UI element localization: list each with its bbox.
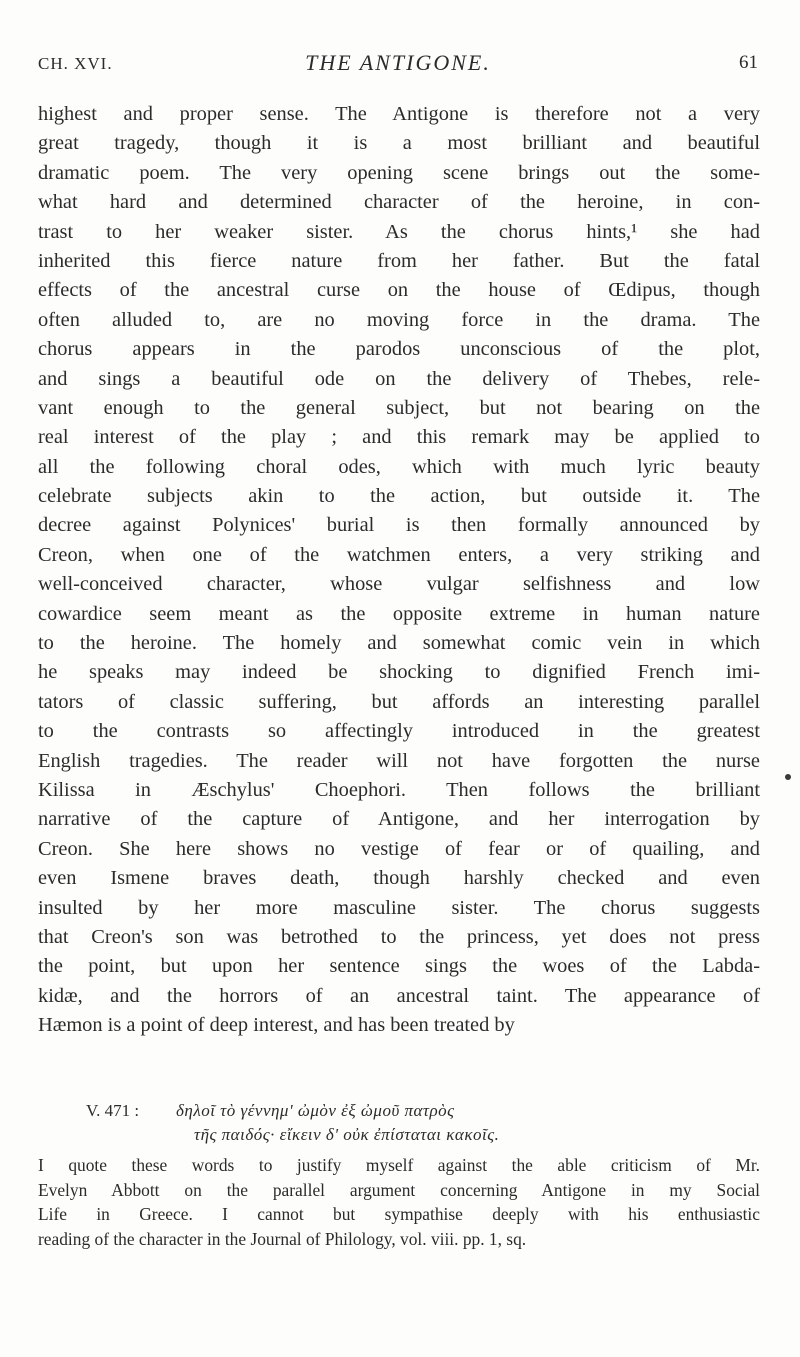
chapter-label: CH. XVI.: [38, 54, 113, 73]
footnote-line: reading of the character in the Journal of Philology, vol. viii. pp. 1, sq.: [38, 1228, 527, 1249]
text-line: Creon, when one of the watchmen enters, a very striking and: [38, 543, 760, 566]
margin-dot: [785, 774, 791, 780]
text-line: cowardice seem meant as the opposite extreme in human nature: [38, 602, 760, 625]
text-line: that Creon's son was betrothed to the princess, yet does not press: [38, 925, 760, 948]
text-line: all the following choral odes, which with much lyric beauty: [38, 455, 760, 478]
footnote-line: Evelyn Abbott on the parallel argument concerning Antigone in my Social: [38, 1179, 760, 1200]
text-line: trast to her weaker sister. As the chorus hints,¹ she had: [38, 220, 760, 243]
text-line: Hæmon is a point of deep interest, and has been treated by: [38, 1014, 515, 1037]
text-line: celebrate subjects akin to the action, but outside it. The: [38, 485, 760, 508]
text-line: the point, but upon her sentence sings the woes of the Labda-: [38, 955, 760, 978]
text-line: Creon. She here shows no vestige of fear or of quailing, and: [38, 837, 760, 860]
text-line: and sings a beautiful ode on the delivery of Thebes, rele-: [38, 367, 760, 390]
page-title: THE ANTIGONE.: [305, 50, 491, 75]
text-line: to the heroine. The homely and somewhat comic vein in which: [38, 632, 760, 655]
text-line: he speaks may indeed be shocking to dignified French imi-: [38, 661, 760, 684]
main-text: [38, 100, 760, 1041]
greek-quote-line: τῆς παιδός· εἴκειν δ' οὐκ ἐπίσταται κακοῖς.: [194, 1125, 500, 1144]
footnote-line: Life in Greece. I cannot but sympathise deeply with his enthusiastic: [38, 1204, 760, 1224]
text-line: Kilissa in Æschylus' Choephori. Then follows the brilliant: [38, 778, 760, 801]
text-line: to the contrasts so affectingly introduced in the greatest: [38, 720, 760, 743]
page-number: 61: [739, 52, 758, 73]
text-line: vant enough to the general subject, but not bearing on the: [38, 396, 760, 419]
text-line: tators of classic suffering, but affords an interesting parallel: [38, 690, 760, 713]
text-line: insulted by her more masculine sister. The chorus suggests: [38, 896, 760, 919]
greek-quote-line: δηλοῖ τὸ γέννημ' ὠμὸν ἐξ ὠμοῦ πατρὸς: [176, 1101, 455, 1120]
text-line: even Ismene braves death, though harshly checked and even: [38, 867, 760, 890]
text-line: decree against Polynices' burial is then formally announced by: [38, 514, 760, 537]
text-line: real interest of the play ; and this remark may be applied to: [38, 426, 760, 449]
text-line: effects of the ancestral curse on the house of Œdipus, though: [38, 279, 760, 302]
text-line: great tragedy, though it is a most brilliant and beautiful: [38, 132, 760, 155]
text-line: narrative of the capture of Antigone, and her interrogation by: [38, 808, 760, 831]
text-line: dramatic poem. The very opening scene brings out the some-: [38, 161, 760, 184]
text-line: highest and proper sense. The Antigone is therefore not a very: [38, 103, 760, 125]
text-line: often alluded to, are no moving force in the drama. The: [38, 308, 760, 331]
text-line: English tragedies. The reader will not have forgotten the nurse: [38, 749, 760, 772]
text-line: what hard and determined character of the heroine, in con-: [38, 191, 760, 214]
running-head: [38, 50, 758, 80]
footnote-verse-ref: V. 471 :: [86, 1101, 140, 1120]
text-line: inherited this fierce nature from her father. But the fatal: [38, 249, 760, 272]
footnote-text: [38, 1153, 760, 1251]
text-line: chorus appears in the parodos unconscious of the plot,: [38, 338, 760, 361]
text-line: kidæ, and the horrors of an ancestral taint. The appearance of: [38, 984, 760, 1007]
text-line: well-conceived character, whose vulgar selfishness and low: [38, 573, 760, 596]
footnote-line: I quote these words to justify myself against the able criticism of Mr.: [38, 1155, 760, 1175]
